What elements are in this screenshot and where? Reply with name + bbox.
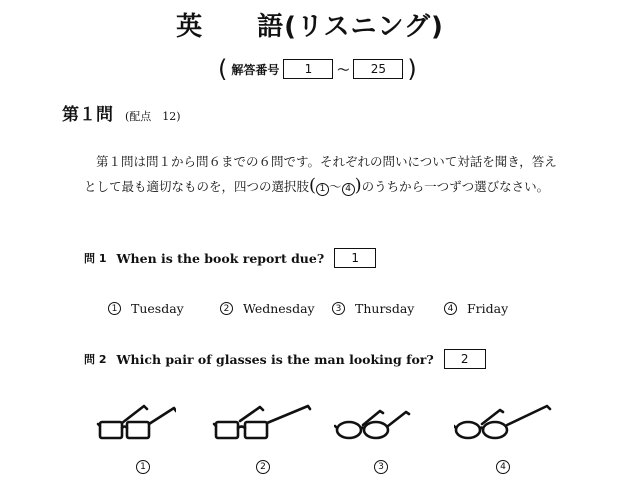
option-number-circle: 3 <box>332 302 345 315</box>
q1-option-4[interactable] <box>444 301 508 316</box>
range-last-circle: 4 <box>342 183 355 196</box>
q1-option-3[interactable] <box>332 301 444 316</box>
option-number-circle: 2 <box>220 302 233 315</box>
q1-option-1[interactable] <box>108 301 220 316</box>
range-close-paren: ) <box>354 175 362 196</box>
round-glasses-icon <box>334 398 414 446</box>
q2-option-3[interactable] <box>334 398 414 488</box>
section-instructions <box>84 150 564 199</box>
option-text: Thursday <box>355 301 415 316</box>
round-glasses-icon <box>454 398 554 446</box>
open-paren: ( <box>218 55 228 83</box>
question-1-options <box>108 301 508 316</box>
q1-option-2[interactable] <box>220 301 332 316</box>
answer-numbers-label: 解答番号 <box>231 62 280 77</box>
section-heading <box>62 100 181 125</box>
q2-option-2[interactable] <box>212 398 312 488</box>
q2-option-1[interactable] <box>96 398 176 488</box>
option-number-circle: 1 <box>108 302 121 315</box>
question-1 <box>84 248 376 268</box>
question-2-text: Which pair of glasses is the man looking for? <box>116 351 434 367</box>
question-1-label: 問 1 <box>84 252 107 265</box>
option-text: Friday <box>467 301 509 316</box>
question-2-label: 問 2 <box>84 353 107 366</box>
option-number-circle: 4 <box>444 302 457 315</box>
answer-number-range <box>218 56 417 82</box>
option-number-circle: 3 <box>374 460 388 474</box>
q2-option-4[interactable] <box>454 398 554 488</box>
page-title: 英 語(リスニング) <box>176 12 444 42</box>
option-number-circle: 2 <box>256 460 270 474</box>
question-1-answer-box: 1 <box>334 248 376 268</box>
question-2 <box>84 349 486 369</box>
option-number-circle: 4 <box>496 460 510 474</box>
square-glasses-icon <box>96 398 176 446</box>
instructions-text-2: のうちから一つずつ選びなさい。 <box>361 179 550 194</box>
range-separator: ～ <box>329 179 342 194</box>
question-2-answer-box: 2 <box>444 349 486 369</box>
instructions-text-1: 第１問は問１から問６までの６問です。それぞれの問いについて対話を聞き，答えとして最も適切なものを，四つの選択肢 <box>84 154 557 194</box>
option-text: Wednesday <box>243 301 315 316</box>
option-text: Tuesday <box>131 301 184 316</box>
answer-end-box: 25 <box>353 59 403 79</box>
section-title: 第１問 <box>62 105 113 125</box>
range-open-paren: ( <box>309 175 317 196</box>
range-first-circle: 1 <box>316 183 329 196</box>
answer-start-box: 1 <box>283 59 333 79</box>
question-1-text: When is the book report due? <box>116 250 325 266</box>
section-points: (配点 12) <box>125 110 181 123</box>
close-paren: ) <box>407 55 417 83</box>
square-glasses-icon <box>212 398 312 446</box>
option-number-circle: 1 <box>136 460 150 474</box>
answer-range-separator: ～ <box>337 62 350 77</box>
